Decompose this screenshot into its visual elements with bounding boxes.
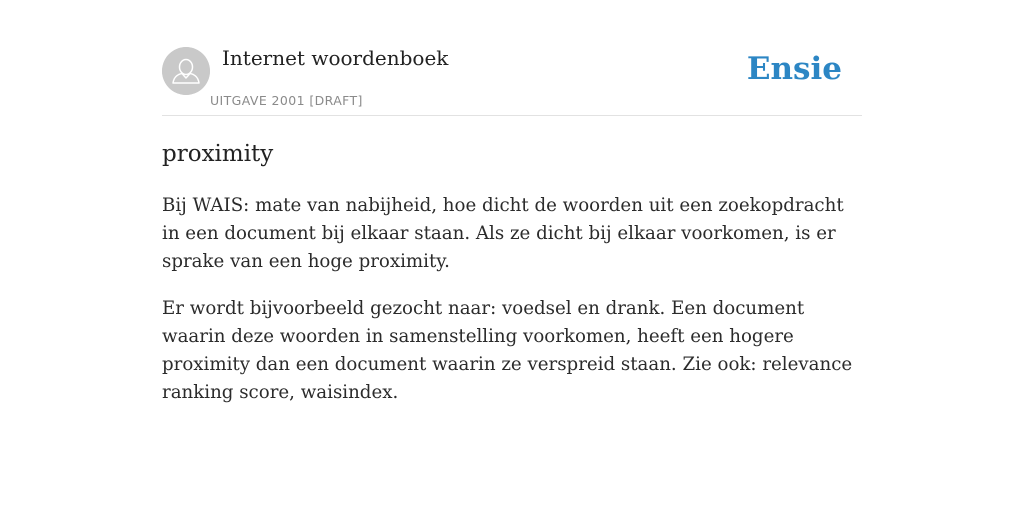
user-icon-graphic — [162, 47, 210, 95]
edition-label: UITGAVE 2001 [DRAFT] — [210, 93, 363, 108]
definition-paragraph: Bij WAIS: mate van nabijheid, hoe dicht de woorden uit een zoekopdracht in een document bij elkaar staan. Als ze dicht bij elkaar voorkomen, is er sprake van een hoge proximity. — [162, 195, 844, 272]
definition-paragraph: Er wordt bijvoorbeeld gezocht naar: voedsel en drank. Een document waarin deze woorden in samenstelling voorkomen, heeft een hogere proximity dan een document waarin ze verspreid staan. Zie ook: relevance ranking score, waisindex. — [162, 298, 853, 403]
entry-header — [162, 0, 862, 116]
source-title[interactable]: Internet woordenboek — [222, 46, 449, 70]
page — [162, 0, 862, 407]
entry-term: proximity — [162, 141, 274, 167]
ensie-logo[interactable]: Ensie — [746, 51, 842, 87]
user-icon — [162, 47, 210, 95]
